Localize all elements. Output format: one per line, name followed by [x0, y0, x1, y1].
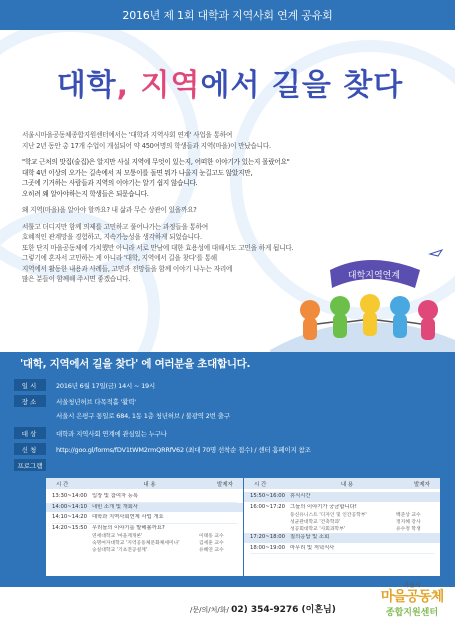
program-row: 15:50~16:00 휴식시간 [244, 492, 440, 503]
info-value: 2016년 6월 17일(금) 14시 ~ 19시 [56, 381, 156, 390]
characters-illustration [270, 240, 455, 360]
program-row: 13:30~14:00 입장 및 참여자 등록 [52, 492, 237, 503]
headline-comma: , [116, 68, 130, 103]
headline-part1: 대학 [56, 68, 117, 103]
program-column-left [46, 478, 243, 576]
headline-part2: 지역 [140, 68, 201, 103]
intro-paragraph-3: 왜 지역(마을)을 알아야 할까요? 내 삶과 무슨 상관이 있을까요? [22, 206, 197, 214]
program-table [46, 478, 440, 576]
contact-info [190, 602, 336, 615]
program-row: 16:00~17:20 그들의 이야기가 궁금합니다! [250, 503, 357, 510]
info-value: 서울시 은평구 통일로 684, 1동 1층 청년허브 / 불광역 2번 출구 [56, 411, 230, 420]
info-label: 신청 [14, 443, 46, 455]
headline [20, 60, 440, 104]
intro-paragraph-2: "학교 근처의 맛집(술집)은 알지만 사실 지역에 무엇이 있는지, 어떠한 이야기가 있는지 몰랐어요" 대학 4년 이상의 오가는 길속에서 저 모퉁이를 돌면 뭐가 나올지 눈길고도 않았지만, 그곳에 기거하는 사람들과 지역의 이야기는 알기 쉽지 않습니다. 오히려 왜 알아야하는지 학생들은 되묻습니다. [22, 158, 290, 198]
info-label: 프로그램 [14, 459, 46, 471]
program-header: 시 간 내 용 발제자 [46, 478, 243, 489]
program-subrow: 숙명여자대학교 '지역공동체문화체세미나' 김세훈 교수 [92, 541, 224, 546]
contact-label: /문/의/처/화/ [190, 606, 229, 614]
program-subrow: 성균관대학교 '건축학과' 정지혜 강사 [290, 520, 421, 525]
contact-phone: 02) 354-9276 (이혼님) [231, 605, 336, 615]
headline-part3: 에서 길을 찾다 [200, 68, 404, 103]
apply-link[interactable]: http://goo.gl/forms/fDV1tWM2rmQRRfV62 (최대 70명 선착순 접수) / 센터 홈페이지 참조 [56, 445, 311, 454]
program-row: 17:20~18:00 질의응답 및 소회 [244, 533, 440, 544]
info-row-place [14, 394, 444, 408]
organization-logo: 서울시 마을공동체 종합지원센터 [380, 582, 444, 618]
info-row-apply [14, 442, 444, 456]
info-row-program [14, 458, 444, 472]
info-row-date [14, 378, 444, 392]
invitation-title: '대학, 지역에서 길을 찾다' 에 여러분을 초대합니다. [20, 358, 251, 370]
info-value: 대학과 지역사회 연계에 관심있는 누구나 [56, 429, 167, 438]
banner-title: 2016년 제 1회 대학과 지역사회 연계 공유회 [122, 9, 333, 22]
info-label: 일시 [14, 379, 46, 391]
info-value: 서울청년허브 다목적홀 '활력' [56, 397, 136, 406]
program-subrow: 동신유니스트 '디자인 및 인간공학부' 백준상 교수 [290, 513, 421, 518]
info-label: 대상 [14, 427, 46, 439]
intro-paragraph-1: 서울시마을공동체종합지원센터에서는 '대학과 지역사회 연계' 사업을 통하여 지난 2년 동안 총 17개 수업이 개설되어 약 450여명의 학생들과 지역(마을)이 만났습니다. [22, 131, 271, 150]
intro-paragraph-4: 서툴고 더디지만 함께 의제를 고민하고 풀어나가는 과정들을 통하여 호혜적인 관계망을 경험하고, 지속가능성을 생각하게 되었습니다. 또한 단지 마을공동체에 가치했만 아니라 서로 만남에 대한 효용성에 대해서도 고민을 하게 됩니다. 그렇기에 혼자서 고민하는 게 아니라 '대학, 지역에서 길을 찾다'를 통해 지역에서 활동한 내용과 사례들, 고민과 전망들을 함께 이야기 나누는 자리에 많은 분들이 함께해 주시면 좋겠습니다. [22, 222, 294, 283]
program-column-right [243, 478, 440, 576]
illustration-banner-text: 대학지역연계 [347, 271, 401, 281]
info-row-address [14, 408, 444, 422]
program-row: 18:00~19:00 마무리 및 저녁식사 [250, 544, 434, 555]
top-banner [0, 0, 455, 30]
program-row: 14:20~15:50 우리들의 이야기를 말해볼까요? [52, 524, 165, 531]
info-row-target [14, 426, 444, 440]
program-header: 시 간 내 용 발제자 [244, 478, 440, 489]
program-row: 14:10~14:20 대학과 지역사회연계 사업 개요 [52, 513, 237, 524]
event-info [14, 378, 444, 474]
program-subrow: 숭실대학교 '기초전공설계' 유혜연 교수 [92, 548, 224, 553]
program-row: 14:00~14:10 내빈 소개 및 개회사 [46, 503, 243, 514]
info-label: 장소 [14, 395, 46, 407]
program-subrow: 연세대학교 '마을계개론' 이태동 교수 [92, 534, 224, 539]
program-subrow: 성공회대학교 '사회과학부' 유수정 학생 [290, 527, 421, 532]
